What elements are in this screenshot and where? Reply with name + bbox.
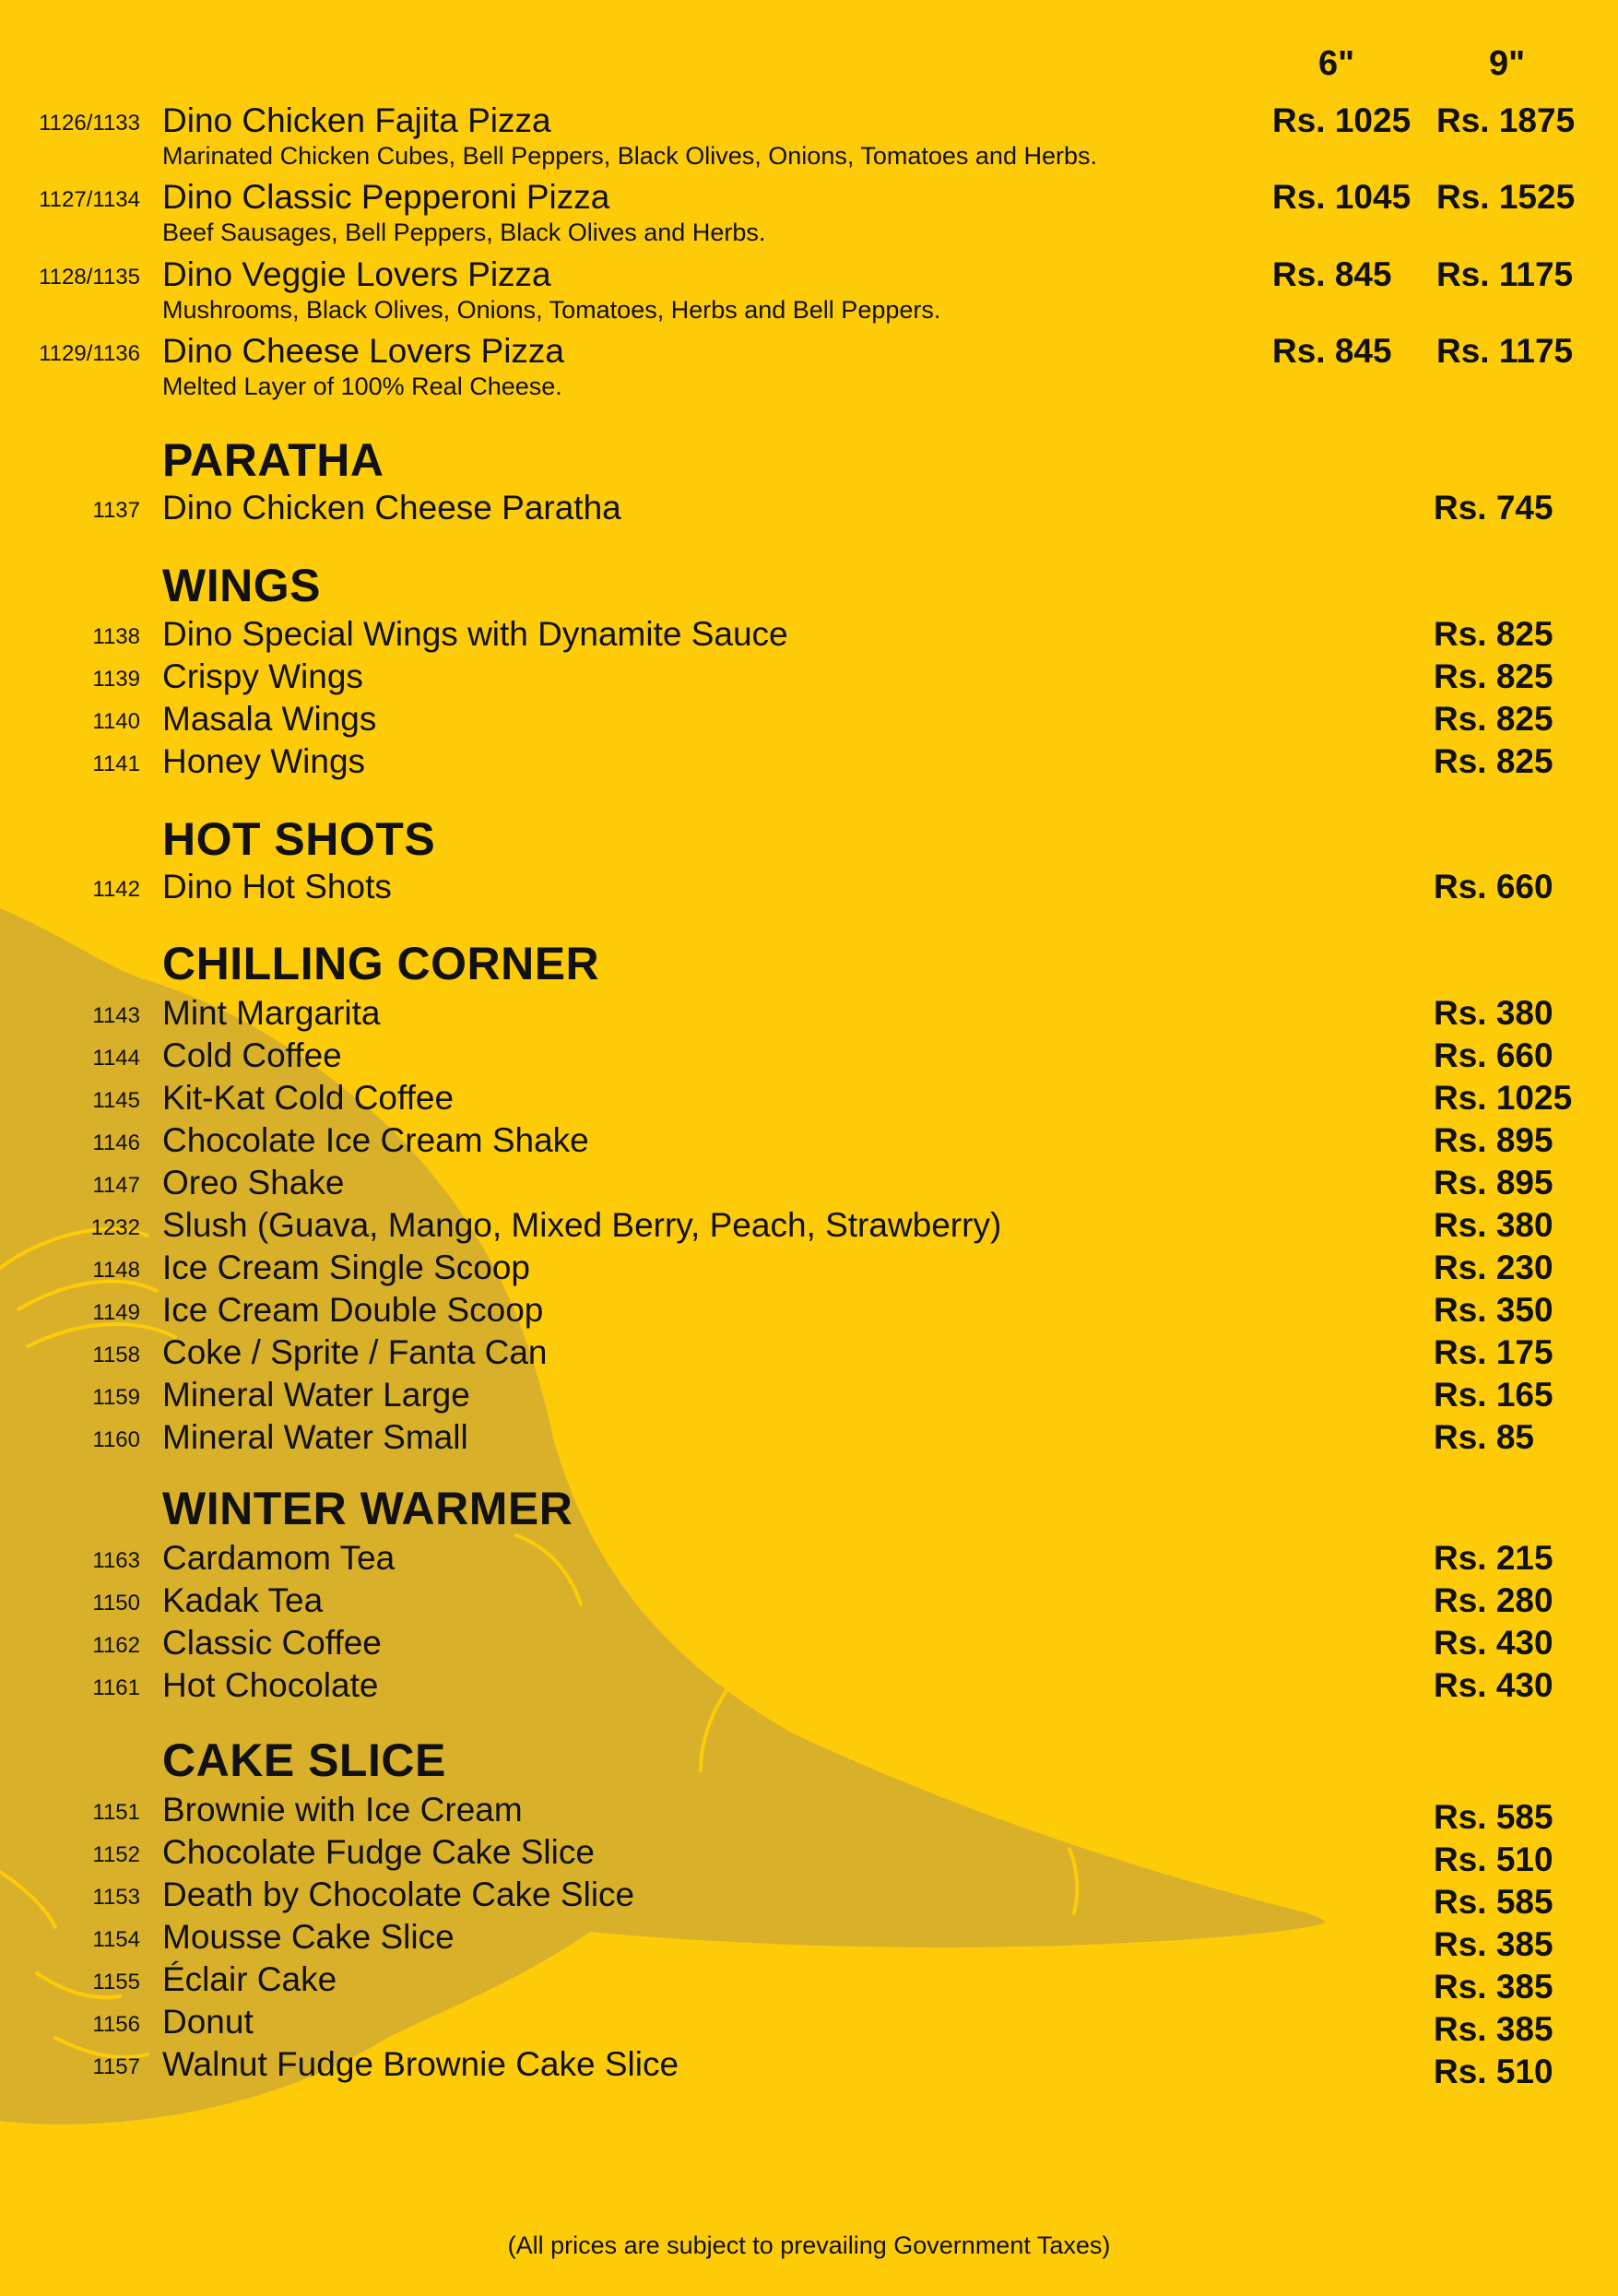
item-code: 1149 xyxy=(92,1300,140,1325)
item-price: Rs. 825 xyxy=(1434,700,1553,738)
item-code: 1146 xyxy=(92,1130,140,1155)
item-name: Ice Cream Double Scoop xyxy=(162,1291,544,1329)
item-price: Rs. 510 xyxy=(1434,1840,1553,1878)
section-heading: CAKE SLICE xyxy=(162,1734,446,1786)
item-code: 1140 xyxy=(92,709,140,734)
item-name: Slush (Guava, Mango, Mixed Berry, Peach, Strawberry) xyxy=(162,1206,1002,1244)
item-code: 1141 xyxy=(92,752,140,776)
item-price: Rs. 585 xyxy=(1434,1883,1553,1921)
item-code: 1145 xyxy=(92,1088,140,1113)
item-name: Kadak Tea xyxy=(162,1581,324,1619)
item-name: Ice Cream Single Scoop xyxy=(162,1249,530,1286)
item-price: Rs. 1025 xyxy=(1434,1079,1573,1117)
item-price: Rs. 385 xyxy=(1434,2010,1553,2048)
item-code: 1159 xyxy=(92,1385,140,1410)
item-name: Cardamom Tea xyxy=(162,1539,396,1577)
item-name: Dino Classic Pepperoni Pizza xyxy=(162,178,610,216)
item-price: Rs. 165 xyxy=(1434,1376,1553,1414)
section-heading: WINGS xyxy=(162,560,321,611)
item-name: Chocolate Ice Cream Shake xyxy=(162,1121,589,1159)
item-name: Classic Coffee xyxy=(162,1624,382,1662)
item-price: Rs. 745 xyxy=(1434,489,1553,527)
item-name: Chocolate Fudge Cake Slice xyxy=(162,1833,595,1871)
size-header-9-inch: 9" xyxy=(1489,44,1526,83)
item-code: 1148 xyxy=(92,1258,140,1283)
item-code: 1138 xyxy=(92,624,140,649)
price-9-inch: Rs. 1175 xyxy=(1436,332,1574,370)
item-name: Kit-Kat Cold Coffee xyxy=(162,1079,455,1117)
item-price: Rs. 380 xyxy=(1434,994,1553,1032)
item-name: Mint Margarita xyxy=(162,994,381,1032)
size-header-6-inch: 6" xyxy=(1318,44,1355,83)
item-price: Rs. 385 xyxy=(1434,1968,1553,2006)
section-heading: PARATHA xyxy=(162,434,384,486)
item-price: Rs. 510 xyxy=(1434,2053,1553,2090)
section-heading: HOT SHOTS xyxy=(162,813,436,865)
item-name: Death by Chocolate Cake Slice xyxy=(162,1876,635,1913)
section-heading: WINTER WARMER xyxy=(162,1483,573,1534)
price-9-inch: Rs. 1175 xyxy=(1436,255,1574,293)
item-code: 1162 xyxy=(92,1633,140,1658)
item-description: Mushrooms, Black Olives, Onions, Tomatoes, Herbs and Bell Peppers. xyxy=(162,296,941,324)
price-6-inch: Rs. 1025 xyxy=(1272,101,1411,139)
item-code: 1153 xyxy=(92,1885,140,1910)
item-code: 1129/1136 xyxy=(39,341,140,366)
item-price: Rs. 895 xyxy=(1434,1164,1553,1201)
item-code: 1155 xyxy=(92,1970,140,1994)
item-description: Marinated Chicken Cubes, Bell Peppers, Black Olives, Onions, Tomatoes and Herbs. xyxy=(162,142,1097,170)
item-code: 1137 xyxy=(92,498,140,523)
item-price: Rs. 660 xyxy=(1434,1036,1553,1074)
item-name: Mineral Water Small xyxy=(162,1418,468,1456)
item-price: Rs. 825 xyxy=(1434,657,1553,695)
item-price: Rs. 280 xyxy=(1434,1581,1553,1619)
item-name: Oreo Shake xyxy=(162,1164,345,1201)
price-9-inch: Rs. 1525 xyxy=(1436,178,1576,216)
item-name: Dino Hot Shots xyxy=(162,868,392,905)
item-name: Dino Special Wings with Dynamite Sauce xyxy=(162,615,788,653)
price-6-inch: Rs. 845 xyxy=(1272,332,1392,370)
item-price: Rs. 230 xyxy=(1434,1249,1553,1286)
item-price: Rs. 380 xyxy=(1434,1206,1553,1244)
item-name: Éclair Cake xyxy=(162,1960,337,1998)
item-code: 1156 xyxy=(92,2012,140,2037)
section-heading: CHILLING CORNER xyxy=(162,938,600,989)
tax-footnote: (All prices are subject to prevailing Government Taxes) xyxy=(507,2231,1111,2259)
item-code: 1152 xyxy=(92,1842,140,1867)
item-code: 1142 xyxy=(92,877,140,902)
item-code: 1157 xyxy=(92,2054,140,2079)
item-code: 1150 xyxy=(92,1591,140,1615)
item-name: Dino Chicken Cheese Paratha xyxy=(162,489,621,527)
item-code: 1127/1134 xyxy=(39,187,140,212)
item-code: 1154 xyxy=(92,1927,140,1952)
item-code: 1160 xyxy=(92,1427,140,1452)
item-price: Rs. 350 xyxy=(1434,1291,1553,1329)
item-code: 1144 xyxy=(92,1046,140,1071)
item-price: Rs. 585 xyxy=(1434,1798,1553,1836)
price-9-inch: Rs. 1875 xyxy=(1436,101,1576,139)
item-name: Donut xyxy=(162,2003,254,2041)
item-name: Brownie with Ice Cream xyxy=(162,1791,523,1829)
item-name: Dino Veggie Lovers Pizza xyxy=(162,255,551,293)
item-code: 1128/1135 xyxy=(39,265,140,290)
item-name: Walnut Fudge Brownie Cake Slice xyxy=(162,2045,679,2083)
item-name: Dino Chicken Fajita Pizza xyxy=(162,101,551,139)
item-name: Mousse Cake Slice xyxy=(162,1918,455,1956)
item-price: Rs. 825 xyxy=(1434,742,1553,780)
item-name: Hot Chocolate xyxy=(162,1666,379,1704)
item-name: Masala Wings xyxy=(162,700,377,738)
item-name: Crispy Wings xyxy=(162,657,363,695)
item-code: 1147 xyxy=(92,1173,140,1198)
price-6-inch: Rs. 845 xyxy=(1272,255,1392,293)
item-price: Rs. 660 xyxy=(1434,868,1553,905)
item-price: Rs. 215 xyxy=(1434,1539,1553,1577)
item-name: Honey Wings xyxy=(162,742,366,780)
item-description: Beef Sausages, Bell Peppers, Black Olives and Herbs. xyxy=(162,219,766,246)
item-code: 1232 xyxy=(90,1215,140,1240)
item-code: 1139 xyxy=(92,667,140,692)
item-code: 1161 xyxy=(92,1675,140,1700)
item-code: 1143 xyxy=(92,1003,140,1028)
price-6-inch: Rs. 1045 xyxy=(1272,178,1411,216)
item-price: Rs. 895 xyxy=(1434,1121,1553,1159)
item-price: Rs. 175 xyxy=(1434,1333,1553,1371)
item-name: Coke / Sprite / Fanta Can xyxy=(162,1333,548,1371)
item-code: 1126/1133 xyxy=(39,111,140,136)
item-price: Rs. 825 xyxy=(1434,615,1553,653)
item-price: Rs. 430 xyxy=(1434,1666,1553,1704)
item-code: 1158 xyxy=(92,1343,140,1367)
item-name: Mineral Water Large xyxy=(162,1376,470,1414)
item-code: 1163 xyxy=(92,1548,140,1573)
item-code: 1151 xyxy=(92,1800,140,1825)
item-description: Melted Layer of 100% Real Cheese. xyxy=(162,373,562,400)
item-name: Dino Cheese Lovers Pizza xyxy=(162,332,564,370)
item-price: Rs. 430 xyxy=(1434,1624,1553,1662)
item-price: Rs. 85 xyxy=(1434,1418,1535,1456)
item-name: Cold Coffee xyxy=(162,1036,342,1074)
item-price: Rs. 385 xyxy=(1434,1925,1553,1963)
